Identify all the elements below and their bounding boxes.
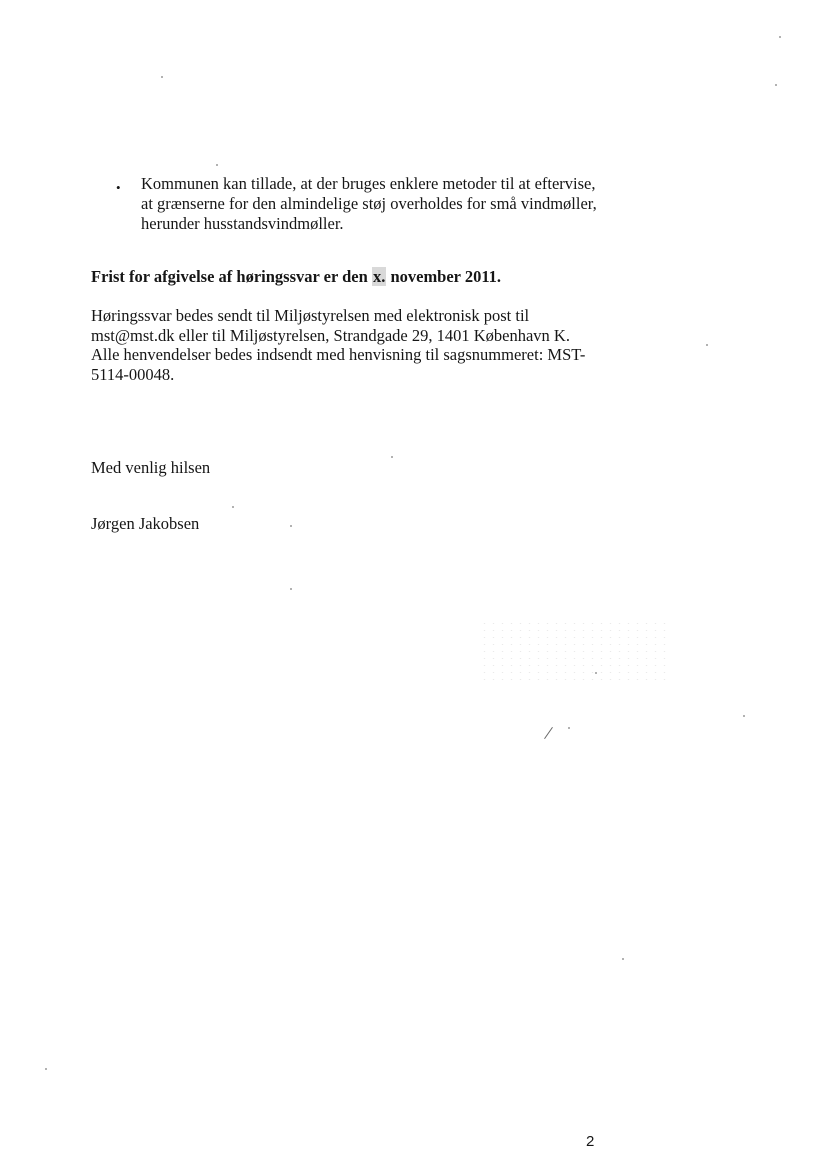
bullet-line: herunder husstandsvindmøller. [141,214,344,233]
page-number: 2 [586,1133,595,1150]
bullet-line: at grænserne for den almindelige støj overholdes for små vindmøller, [141,194,597,213]
scan-speck [595,672,597,674]
scan-speck [216,164,218,166]
bullet-line: Kommunen kan tillade, at der bruges enklere metoder til at eftervise, [141,174,596,193]
instructions-line: Alle henvendelser bedes indsendt med henvisning til sagsnummeret: MST- [91,345,586,364]
scan-speck [391,456,393,458]
scan-mark [544,727,553,739]
instructions-line: mst@mst.dk eller til Miljøstyrelsen, Strandgade 29, 1401 København K. [91,325,570,345]
scan-speck [568,727,570,729]
closing-greeting: Med venlig hilsen [91,458,211,477]
scan-speck [775,84,777,86]
scan-speck [290,525,292,527]
instructions-line: 5114-00048. [91,364,175,384]
scan-speck [161,76,163,78]
scan-speck [622,958,624,960]
bullet-text [141,174,597,234]
deadline-text-end: november 2011. [386,267,502,286]
scan-speck [45,1068,47,1070]
deadline-text-start: Frist for afgivelse af høringssvar er den [91,267,372,286]
scan-speck [706,344,708,346]
scan-speck [232,506,234,508]
scan-speck [779,36,781,38]
scan-speck [743,715,745,717]
scan-speck [290,588,292,590]
submission-instructions [91,306,585,384]
signature-name: Jørgen Jakobsen [91,514,200,533]
scan-noise [480,620,670,680]
bullet-marker: • [116,180,121,195]
deadline-heading [91,267,501,287]
deadline-placeholder-date: x. [372,267,386,286]
instructions-line: Høringssvar bedes sendt til Miljøstyrelsen med elektronisk post til [91,306,530,325]
